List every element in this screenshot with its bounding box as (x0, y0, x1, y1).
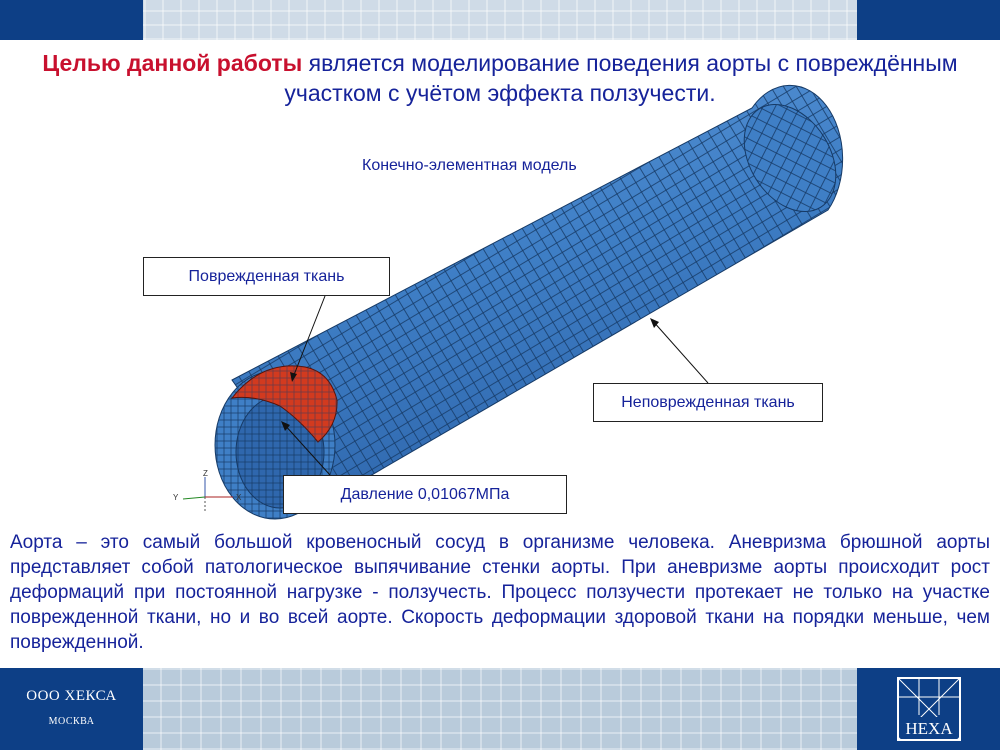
callout-undamaged-tissue: Неповрежденная ткань (593, 383, 823, 422)
callout-damaged-tissue: Поврежденная ткань (143, 257, 390, 296)
company-name: ООО ХЕКСА (26, 688, 117, 704)
axis-z-label: Z (203, 469, 208, 478)
model-subtitle: Конечно-элементная модель (362, 157, 577, 174)
title-accent: Целью данной работы (42, 50, 303, 76)
hexa-logo (897, 677, 961, 741)
footer-left-block (0, 668, 143, 750)
company-city: МОСКВА (48, 716, 95, 727)
logo-text: HEXA (905, 719, 953, 738)
callout-pressure: Давление 0,01067МПа (283, 475, 567, 514)
axis-x-label: X (236, 493, 242, 502)
description-paragraph: Аорта – это самый большой кровеносный сосуд в организме человека. Аневризма брюшной аорты представляет собой патологическое выпячивание стенки аорты. При аневризме аорты происходит рост деформаций при постоянной нагрузке - ползучесть. Процесс ползучести протекает не только на участке поврежденной ткани, но и во всей аорте. Скорость деформации здоровой ткани на порядки меньше, чем поврежденной. (10, 532, 990, 653)
title-rest: является моделирование поведения аорты с повреждённым участком с учётом эффекта ползучести. (284, 50, 958, 106)
footer-band (0, 668, 1000, 750)
axis-y-label: Y (173, 493, 179, 502)
leader-undamaged (652, 320, 708, 383)
